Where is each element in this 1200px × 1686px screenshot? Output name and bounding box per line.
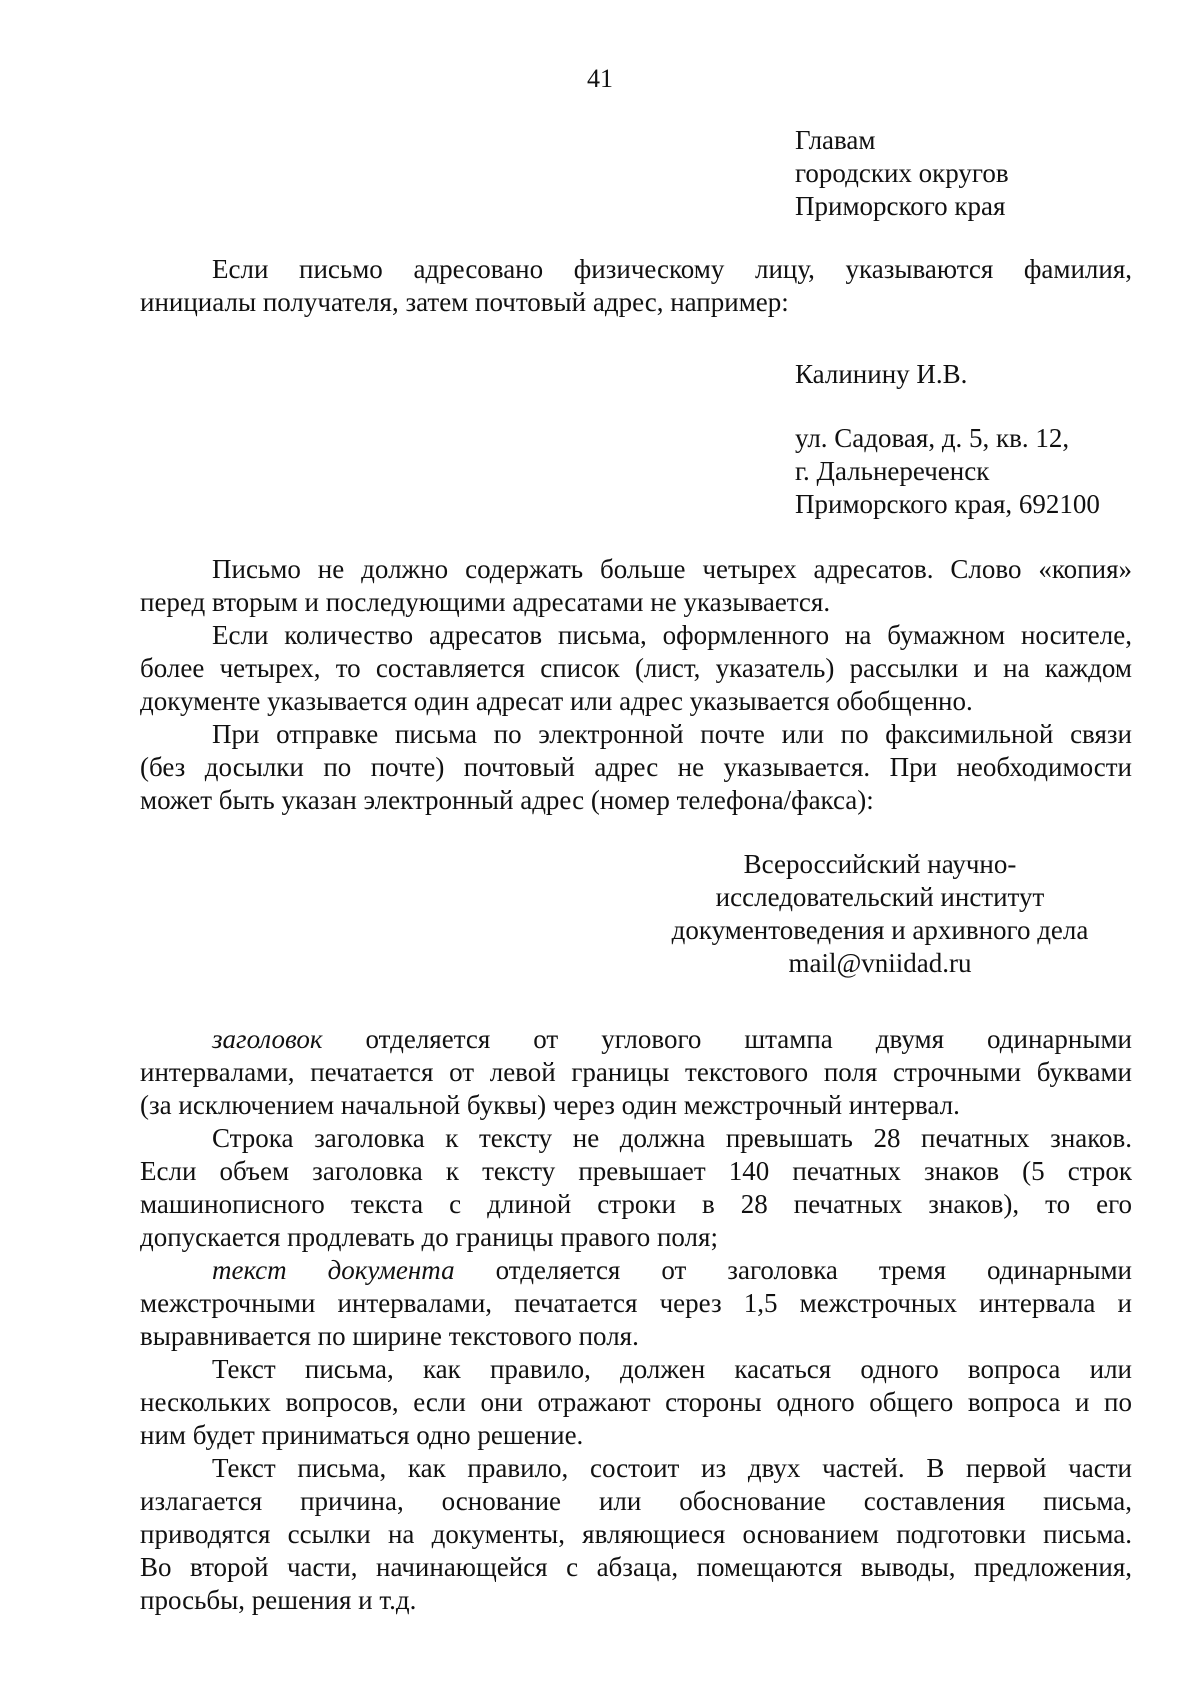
paragraph-line: просьбы, решения и т.д. bbox=[140, 1585, 417, 1615]
paragraph-line: перед вторым и последующими адресатами не указывается. bbox=[140, 587, 831, 617]
paragraph-line: ним будет приниматься одно решение. bbox=[140, 1420, 584, 1450]
addressee-person-name bbox=[795, 358, 967, 391]
paragraph-line: машинописного текста с длиной строки в 28 печатных знаков), то его bbox=[140, 1189, 1132, 1219]
paragraph-heading-length bbox=[140, 1122, 1132, 1254]
addressee-line: Главам bbox=[795, 125, 876, 155]
paragraph-line bbox=[140, 1254, 1132, 1287]
page-number: 41 bbox=[587, 64, 613, 93]
address-line: г. Дальнереченск bbox=[795, 456, 990, 486]
addressee-name: Калинину И.В. bbox=[795, 359, 968, 389]
institute-line: документоведения и архивного дела bbox=[671, 915, 1089, 945]
paragraph-line: Если письмо адресовано физическому лицу, указываются фамилия, bbox=[212, 254, 1132, 284]
paragraph-line: документе указывается один адресат или адрес указывается обобщенно. bbox=[140, 686, 973, 716]
institute-line: исследовательский институт bbox=[715, 882, 1045, 912]
term-heading: заголовок bbox=[212, 1024, 323, 1054]
address-line: Приморского края, 692100 bbox=[795, 489, 1100, 519]
paragraph-line: нескольких вопросов, если они отражают стороны одного общего вопроса и по bbox=[140, 1387, 1132, 1417]
paragraph-list bbox=[140, 619, 1132, 718]
paragraph-text bbox=[140, 1254, 1132, 1353]
paragraph-two-parts bbox=[140, 1452, 1132, 1617]
paragraph-line: Письмо не должно содержать больше четырех адресатов. Слово «копия» bbox=[212, 554, 1132, 584]
addressee-heads bbox=[795, 124, 1009, 223]
paragraph-line: излагается причина, основание или обоснование составления письма, bbox=[140, 1486, 1132, 1516]
paragraph-line: выравнивается по ширине текстового поля. bbox=[140, 1321, 639, 1351]
addressee-line: городских округов bbox=[795, 158, 1009, 188]
paragraph-one-question bbox=[140, 1353, 1132, 1452]
paragraph-line: Во второй части, начинающейся с абзаца, помещаются выводы, предложения, bbox=[140, 1552, 1132, 1582]
paragraph-line bbox=[140, 1023, 1132, 1056]
paragraph-limit bbox=[140, 553, 1132, 619]
address-line: ул. Садовая, д. 5, кв. 12, bbox=[795, 423, 1070, 453]
paragraph-line: более четырех, то составляется список (лист, указатель) рассылки и на каждом bbox=[140, 653, 1132, 683]
paragraph-line: (без досылки по почте) почтовый адрес не указывается. При необходимости bbox=[140, 752, 1132, 782]
paragraph-line: При отправке письма по электронной почте или по факсимильной связи bbox=[212, 719, 1132, 749]
paragraph-line-rest: отделяется от заголовка тремя одинарными bbox=[495, 1255, 1133, 1285]
addressee-institute bbox=[650, 848, 1110, 980]
paragraph-line: интервалами, печатается от левой границы текстового поля строчными буквами bbox=[140, 1057, 1132, 1087]
paragraph-line-rest: отделяется от углового штампа двумя одинарными bbox=[365, 1024, 1132, 1054]
term-text: текст документа bbox=[212, 1255, 455, 1285]
paragraph-line: Строка заголовка к тексту не должна превышать 28 печатных знаков. bbox=[212, 1123, 1132, 1153]
paragraph-line: приводятся ссылки на документы, являющиеся основанием подготовки письма. bbox=[140, 1519, 1132, 1549]
addressee-line: Приморского края bbox=[795, 191, 1006, 221]
addressee-person-address bbox=[795, 422, 1100, 521]
paragraph-individual bbox=[140, 253, 1132, 319]
paragraph-email bbox=[140, 718, 1132, 817]
paragraph-line: Если количество адресатов письма, оформленного на бумажном носителе, bbox=[212, 620, 1132, 650]
paragraph-line: Текст письма, как правило, должен касаться одного вопроса или bbox=[212, 1354, 1132, 1384]
institute-line: Всероссийский научно- bbox=[743, 849, 1017, 879]
paragraph-line: может быть указан электронный адрес (номер телефона/факса): bbox=[140, 785, 874, 815]
paragraph-heading bbox=[140, 1023, 1132, 1122]
paragraph-line: Если объем заголовка к тексту превышает 140 печатных знаков (5 строк bbox=[140, 1156, 1132, 1186]
paragraph-line: (за исключением начальной буквы) через один межстрочный интервал. bbox=[140, 1090, 960, 1120]
paragraph-line: межстрочными интервалами, печатается через 1,5 межстрочных интервала и bbox=[140, 1288, 1132, 1318]
paragraph-line: Текст письма, как правило, состоит из двух частей. В первой части bbox=[212, 1453, 1132, 1483]
paragraph-line: допускается продлевать до границы правого поля; bbox=[140, 1222, 718, 1252]
paragraph-line: инициалы получателя, затем почтовый адрес, например: bbox=[140, 287, 789, 317]
institute-email: mail@vniidad.ru bbox=[788, 948, 972, 978]
